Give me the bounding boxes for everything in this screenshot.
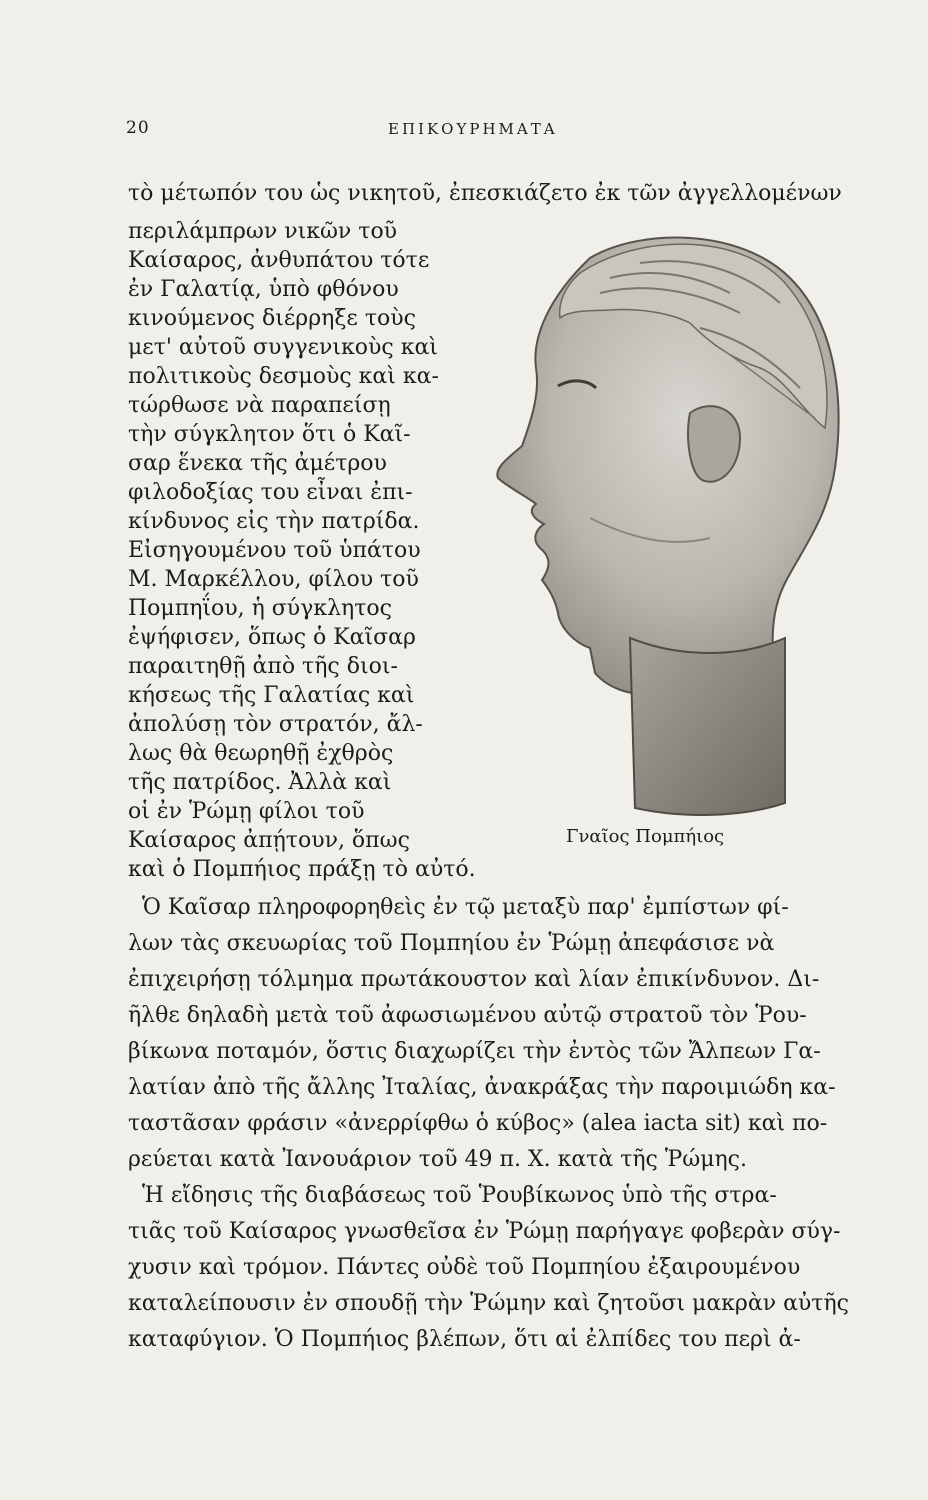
text-line: Καίσαρος ἀπῄτουν, ὅπως	[128, 828, 410, 853]
text-line: Μ. Μαρκέλλου, φίλου τοῦ	[128, 567, 419, 592]
text-line: τὴν σύγκλητον ὅτι ὁ Καῖ-	[128, 422, 411, 447]
profile-portrait-icon	[440, 218, 860, 838]
text-line: ἀπολύσῃ τὸν στρατόν, ἄλ-	[128, 712, 423, 737]
text-line: Ἡ εἴδησις τῆς διαβάσεως τοῦ Ῥουβίκωνος ὑπὸ τῆς στρα-	[142, 1183, 777, 1208]
text-line: χυσιν καὶ τρόμον. Πάντες οὐδὲ τοῦ Πομπηίου ἐξαιρουμένου	[128, 1255, 801, 1280]
text-line: ρεύεται κατὰ Ἰανουάριον τοῦ 49 π. Χ. κατὰ τῆς Ῥώμης.	[128, 1147, 747, 1172]
text-line: μετ' αὐτοῦ συγγενικοὺς καὶ	[128, 335, 438, 360]
text-line: Πομπηΐου, ἡ σύγκλητος	[128, 596, 392, 621]
text-line: κήσεως τῆς Γαλατίας καὶ	[128, 683, 415, 708]
text-line: οἱ ἐν Ῥώμῃ φίλοι τοῦ	[128, 799, 365, 824]
text-line: κίνδυνος εἰς τὴν πατρίδα.	[128, 509, 420, 534]
text-line: λατίαν ἀπὸ τῆς ἄλλης Ἰταλίας, ἀνακράξας τὴν παροιμιώδη κα-	[128, 1075, 836, 1100]
running-head: ΕΠΙΚΟΥΡΗΜΑΤΑ	[388, 120, 558, 138]
text-line: τιᾶς τοῦ Καίσαρος γνωσθεῖσα ἐν Ῥώμῃ παρήγαγε φοβερὰν σύγ-	[128, 1219, 841, 1244]
text-line: ταστᾶσαν φράσιν «ἀνερρίφθω ὁ κύβος» (alea iacta sit) καὶ πο-	[128, 1111, 828, 1136]
figure-caption: Γναῖος Πομπήιος	[566, 826, 725, 847]
text-line: πολιτικοὺς δεσμοὺς καὶ κα-	[128, 364, 439, 389]
text-line: περιλάμπρων νικῶν τοῦ	[128, 219, 398, 244]
text-line: σαρ ἕνεκα τῆς ἀμέτρου	[128, 451, 387, 476]
text-line: τώρθωσε νὰ παραπείσῃ	[128, 393, 391, 418]
text-line: βίκωνα ποταμόν, ὅστις διαχωρίζει τὴν ἐντὸς τῶν Ἄλπεων Γα-	[128, 1039, 821, 1064]
text-line: κινούμενος διέρρηξε τοὺς	[128, 306, 416, 331]
text-line: ἐν Γαλατίᾳ, ὑπὸ φθόνου	[128, 277, 399, 302]
text-line: ῆλθε δηλαδὴ μετὰ τοῦ ἀφωσιωμένου αὐτῷ στρατοῦ τὸν Ῥου-	[128, 1003, 807, 1028]
text-line: φιλοδοξίας του εἶναι ἐπι-	[128, 480, 413, 505]
text-line: τῆς πατρίδος. Ἀλλὰ καὶ	[128, 770, 392, 795]
text-line: λως θὰ θεωρηθῇ ἐχθρὸς	[128, 741, 394, 766]
text-line: Καίσαρος, ἀνθυπάτου τότε	[128, 248, 430, 273]
text-line: καταφύγιον. Ὁ Πομπήιος βλέπων, ὅτι αἱ ἐλπίδες του περὶ ἀ-	[128, 1327, 801, 1352]
text-line: Ὁ Καῖσαρ πληροφορηθεὶς ἐν τῷ μεταξὺ παρ' ἐμπίστων φί-	[142, 895, 789, 920]
text-line: καὶ ὁ Πομπήιος πράξῃ τὸ αὐτό.	[128, 857, 476, 882]
text-line: τὸ μέτωπόν του ὡς νικητοῦ, ἐπεσκιάζετο ἐκ τῶν ἀγγελλομένων	[128, 181, 842, 206]
text-line: ἐπιχειρήσῃ τόλμημα πρωτάκουστον καὶ λίαν ἐπικίνδυνον. Δι-	[128, 967, 820, 992]
text-line: παραιτηθῇ ἀπὸ τῆς διοι-	[128, 654, 398, 679]
text-line: ἐψήφισεν, ὅπως ὁ Καῖσαρ	[128, 625, 416, 650]
text-line: Εἰσηγουμένου τοῦ ὑπάτου	[128, 538, 421, 563]
page-number: 20	[126, 118, 150, 138]
text-line: καταλείπουσιν ἐν σπουδῇ τὴν Ῥώμην καὶ ζητοῦσι μακρὰν αὐτῆς	[128, 1291, 849, 1316]
portrait-figure	[440, 218, 860, 838]
text-line: λων τὰς σκευωρίας τοῦ Πομπηίου ἐν Ῥώμῃ ἀπεφάσισε νὰ	[128, 931, 775, 956]
